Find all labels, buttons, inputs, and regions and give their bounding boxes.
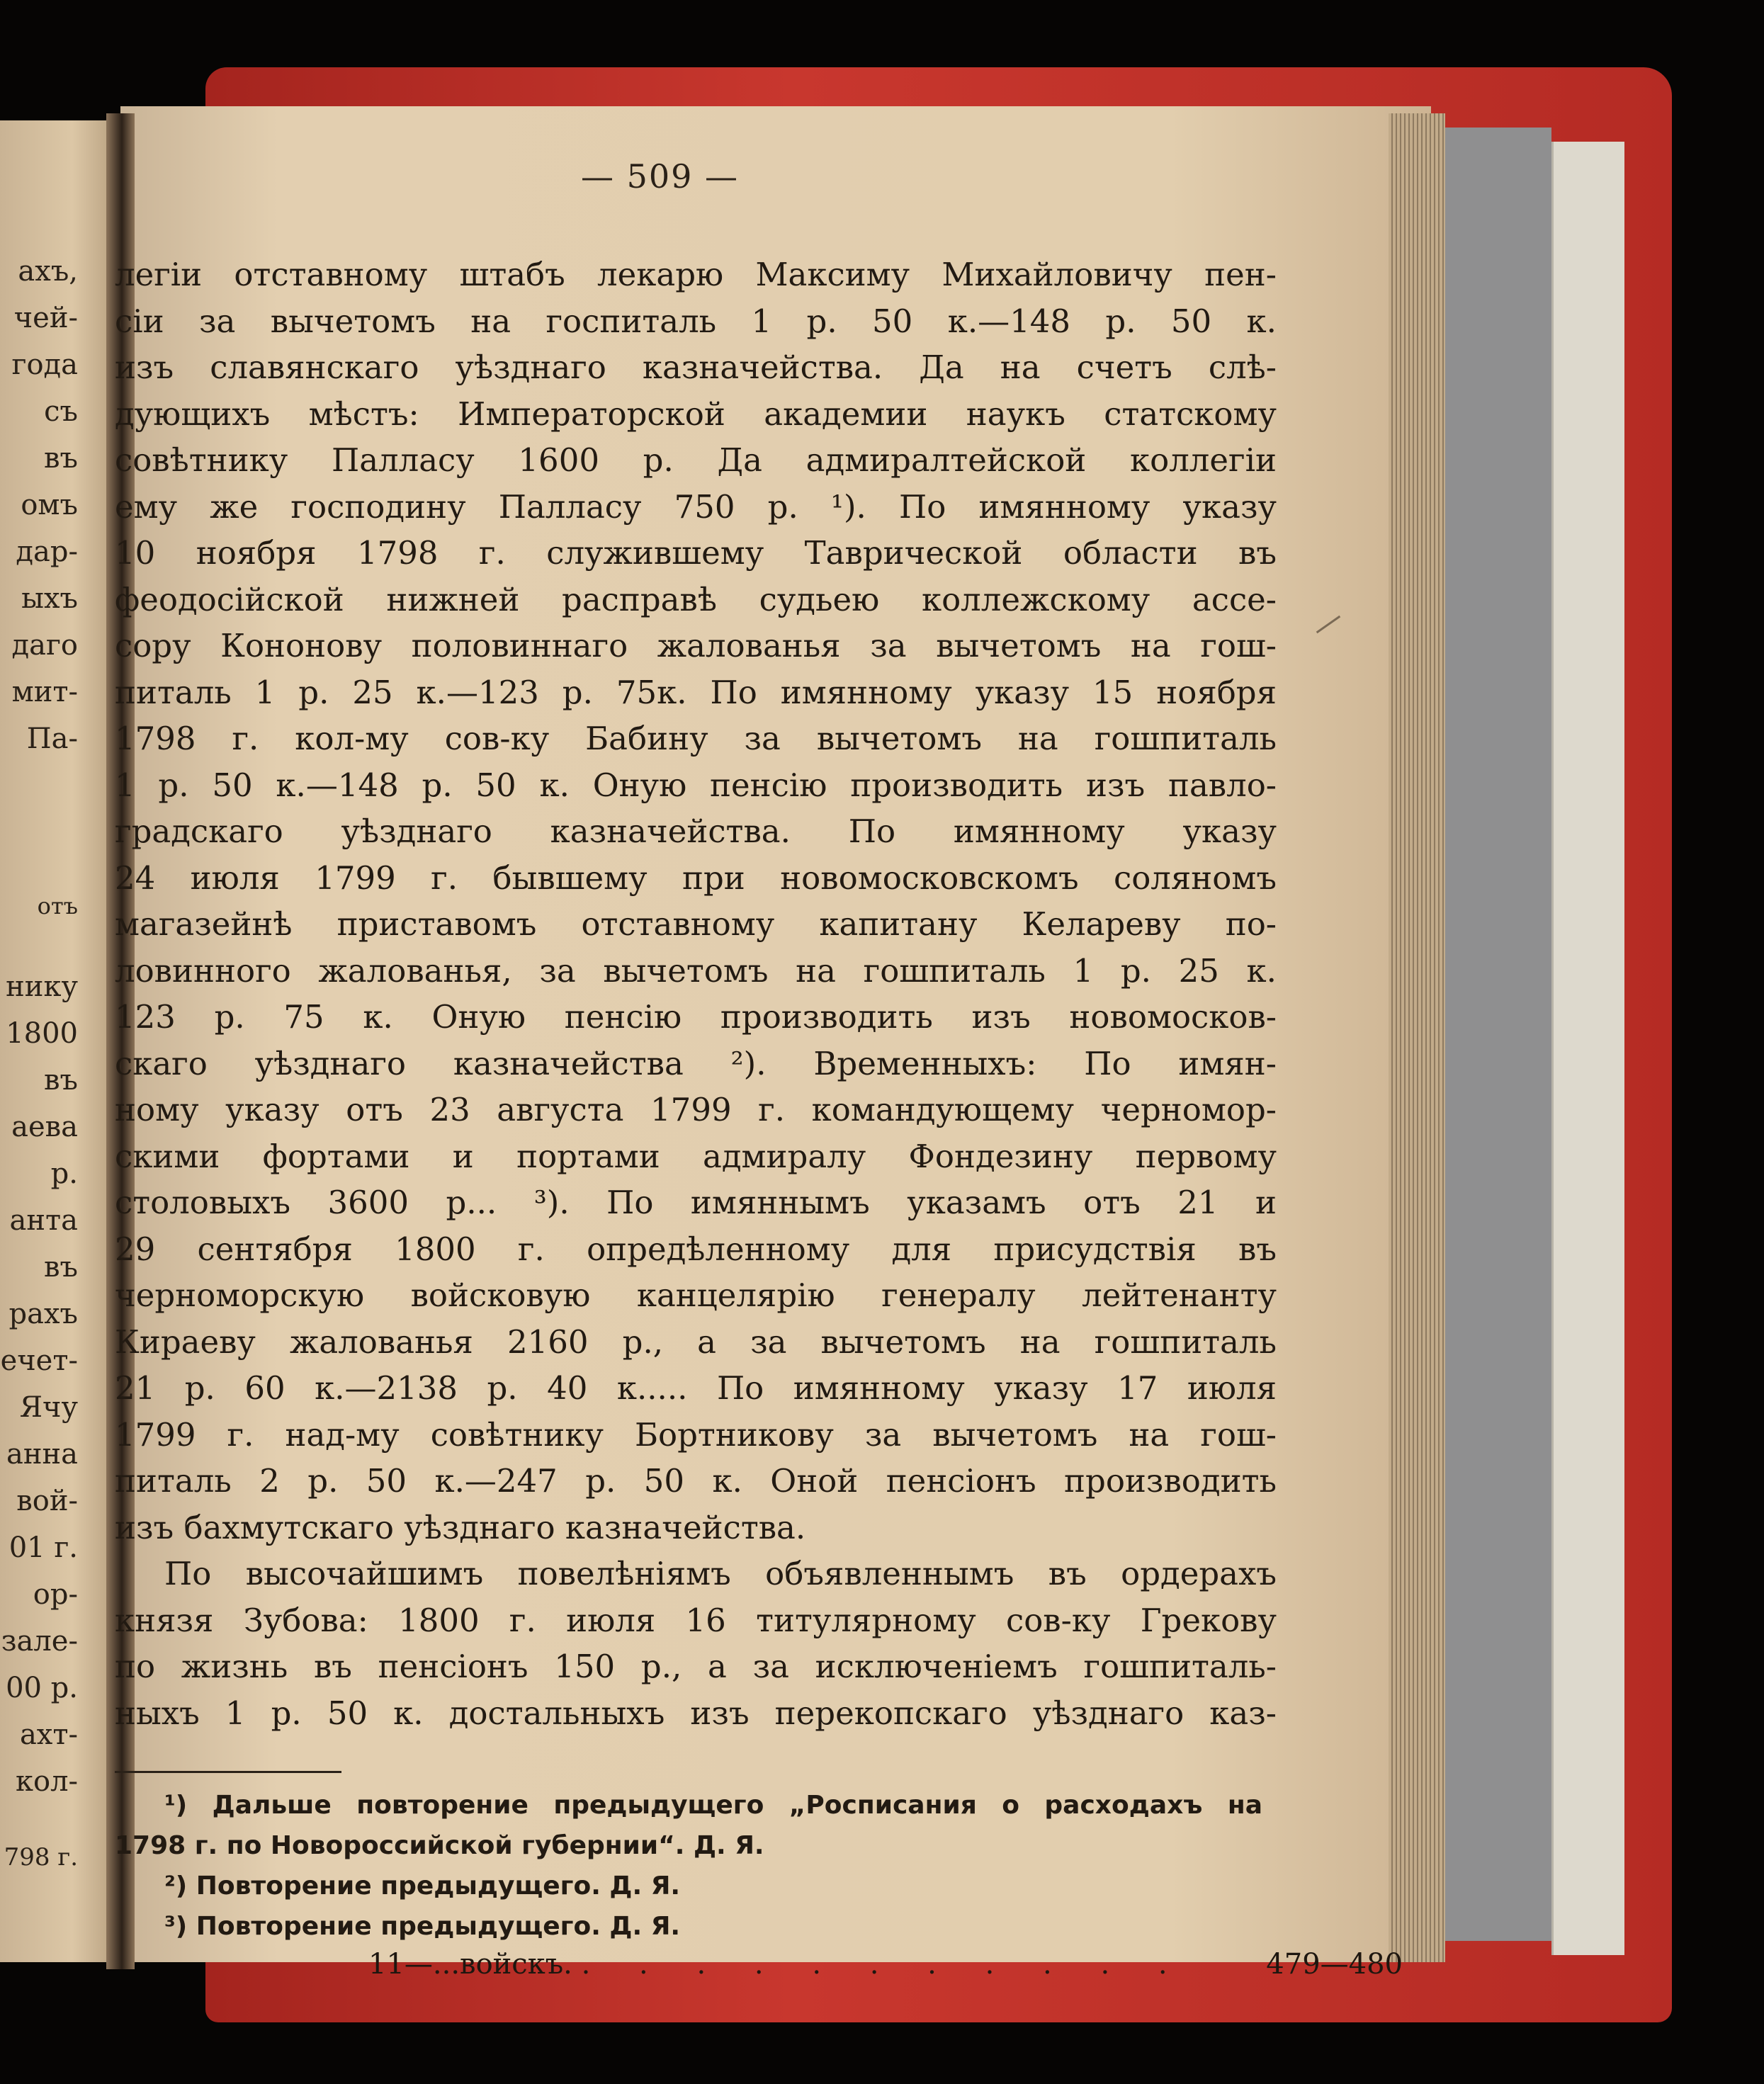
left-fragment: р. [50, 1157, 78, 1190]
footnote-rule [115, 1771, 341, 1773]
body-line: питаль 2 р. 50 к.—247 р. 50 к. Оной пенсіонъ производить [115, 1462, 1277, 1500]
left-fragment: ечет- [0, 1344, 78, 1377]
left-fragment: зале- [1, 1625, 78, 1658]
body-line: легіи отставному штабъ лекарю Максиму Михайловичу пен- [115, 256, 1277, 293]
left-fragment: ахт- [19, 1718, 78, 1751]
left-fragment: анна [6, 1438, 78, 1471]
body-line: 1799 г. над-му совѣтнику Бортникову за вычетомъ на гош- [115, 1415, 1277, 1454]
left-fragment: ахъ, [18, 255, 78, 288]
toc-entry-text: 11—...войскъ. [368, 1948, 572, 1981]
left-fragment: въ [44, 1064, 78, 1097]
body-line: 1798 г. кол-му сов-ку Бабину за вычетомъ на гошпиталь [115, 720, 1277, 757]
footnote-line: ²) Повторение предыдущего. Д. Я. [164, 1871, 681, 1901]
body-line: сору Кононову половиннаго жалованья за вычетомъ на гош- [115, 627, 1277, 664]
body-line: ему же господину Палласу 750 р. ¹). По имянному указу [115, 487, 1277, 526]
left-fragment: вой- [16, 1485, 78, 1517]
left-fragment: съ [44, 395, 78, 428]
body-line: ловинного жалованья, за вычетомъ на гошпиталь 1 р. 25 к. [115, 951, 1277, 990]
left-fragment: ор- [33, 1578, 78, 1611]
left-fragment: анта [9, 1204, 78, 1237]
left-fragment: Ячу [19, 1391, 78, 1424]
left-fragment: года [11, 349, 78, 381]
body-line: совѣтнику Палласу 1600 р. Да адмиралтейской коллегіи [115, 441, 1277, 479]
footnotes [115, 1785, 1262, 1947]
body-line: князя Зубова: 1800 г. июля 16 титулярному сов-ку Грекову [115, 1601, 1277, 1639]
left-fragment: въ [44, 1251, 78, 1284]
body-line: 21 р. 60 к.—2138 р. 40 к..... По имянному указу 17 июля [115, 1369, 1277, 1407]
body-line: По высочайшимъ повелѣніямъ объявленнымъ въ ордерахъ [164, 1555, 1277, 1592]
body-line: ныхъ 1 р. 50 к. достальныхъ изъ перекопскаго уѣзднаго каз- [115, 1694, 1277, 1732]
left-fragment: аева [11, 1111, 78, 1143]
left-fragment: нику [6, 970, 78, 1003]
left-fragment: даго [11, 629, 78, 662]
page-number: — 509 — [581, 157, 740, 196]
body-line: 1 р. 50 к.—148 р. 50 к. Оную пенсію производить изъ павло- [115, 766, 1277, 804]
body-line: феодосійской нижней расправѣ судьею коллежскому ассе- [115, 580, 1277, 618]
toc-page-range: 479—480 [1266, 1948, 1403, 1981]
gray-insert-sheet [1438, 128, 1551, 1941]
body-line: по жизнь въ пенсіонъ 150 р., а за исключеніемъ гошпиталь- [115, 1648, 1277, 1685]
body-text [115, 251, 1277, 1736]
left-fragment: отъ [37, 893, 78, 919]
white-insert-sheet [1551, 142, 1624, 1955]
left-fragment: Па- [26, 723, 78, 755]
body-line: дующихъ мѣстъ: Императорской академии наукъ статскому [115, 395, 1277, 433]
page-edges [1389, 113, 1445, 1962]
body-line: сіи за вычетомъ на госпиталь 1 р. 50 к.—148 р. 50 к. [115, 302, 1277, 340]
body-line: столовыхъ 3600 р... ³). По имяннымъ указамъ отъ 21 и [115, 1184, 1277, 1221]
body-line: 29 сентября 1800 г. опредѣленному для присудствія въ [115, 1230, 1277, 1268]
left-fragment: въ [44, 442, 78, 475]
footnote-line: 1798 г. по Новороссийской губернии“. Д. Я. [115, 1831, 764, 1860]
left-fragment: рахъ [9, 1298, 78, 1330]
body-line: 123 р. 75 к. Оную пенсію производить изъ новомосков- [115, 998, 1277, 1036]
body-line: питаль 1 р. 25 к.—123 р. 75к. По имянному указу 15 ноября [115, 673, 1277, 711]
toc-leader-dots: . . . . . . . . . . . [581, 1948, 1187, 1981]
left-fragment: 798 г. [4, 1843, 78, 1871]
left-fragment: 01 г. [9, 1531, 78, 1564]
body-line: градскаго уѣзднаго казначейства. По имянному указу [115, 812, 1277, 850]
left-fragment: 00 р. [6, 1672, 78, 1704]
bottom-page-table-of-contents [368, 1948, 1417, 1981]
body-line: скаго уѣзднаго казначейства ²). Временныхъ: По имян- [115, 1044, 1277, 1082]
body-line: черноморскую войсковую канцелярію генералу лейтенанту [115, 1276, 1277, 1314]
body-line: изъ славянскаго уѣзднаго казначейства. Да на счетъ слѣ- [115, 349, 1277, 386]
footnote-line: ¹) Дальше повторение предыдущего „Росписания о расходахъ на [164, 1791, 1262, 1820]
body-line: 10 ноября 1798 г. служившему Таврической области въ [115, 534, 1277, 572]
left-fragment: кол- [15, 1765, 78, 1798]
left-fragment: 1800 [6, 1017, 78, 1050]
left-fragment: омъ [21, 489, 78, 521]
body-line: 24 июля 1799 г. бывшему при новомосковскомъ соляномъ [115, 859, 1277, 897]
left-fragment: чей- [13, 302, 78, 334]
body-line: ному указу отъ 23 августа 1799 г. командующему черномор- [115, 1091, 1277, 1128]
left-fragment: мит- [11, 676, 78, 708]
left-fragment: дар- [16, 536, 78, 568]
footnote-line: ³) Повторение предыдущего. Д. Я. [164, 1912, 681, 1941]
body-line: магазейнѣ приставомъ отставному капитану Келареву по- [115, 905, 1277, 943]
body-line: изъ бахмутскаго уѣзднаго казначейства. [115, 1508, 806, 1546]
left-fragment: ыхъ [21, 582, 78, 615]
body-line: скими фортами и портами адмиралу Фондезину первому [115, 1137, 1277, 1175]
body-line: Кираеву жалованья 2160 р., а за вычетомъ на гошпиталь [115, 1323, 1277, 1361]
